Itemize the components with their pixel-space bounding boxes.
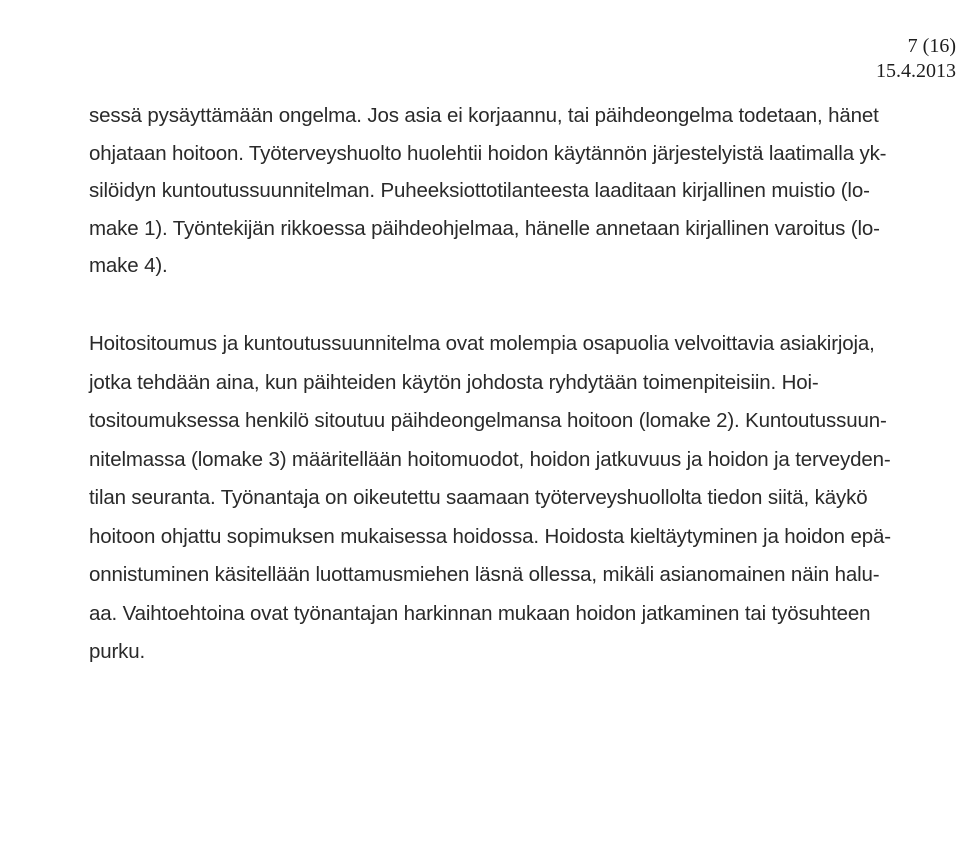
text-line: make 4).	[89, 254, 168, 277]
text-line: nitelmassa (lomake 3) määritellään hoitomuodot, hoidon jatkuvuus ja hoidon ja terveyden-	[89, 447, 891, 471]
paragraph-2	[89, 325, 955, 672]
text-line: tilan seuranta. Työnantaja on oikeutettu saamaan työterveyshuollolta tiedon siitä, käykö	[89, 486, 868, 509]
text-line: make 1). Työntekijän rikkoessa päihdeohjelmaa, hänelle annetaan kirjallinen varoitus (lo-	[89, 216, 880, 240]
text-line: sessä pysäyttämään ongelma. Jos asia ei korjaannu, tai päihdeongelma todetaan, hänet	[89, 104, 879, 127]
paragraph-1	[89, 97, 955, 285]
text-line: aa. Vaihtoehtoina ovat työnantajan harkinnan mukaan hoidon jatkaminen tai työsuhteen	[89, 601, 871, 625]
text-line: hoitoon ohjattu sopimuksen mukaisessa hoidossa. Hoidosta kieltäytyminen ja hoidon epä-	[89, 524, 891, 548]
text-line: jotka tehdään aina, kun päihteiden käytön johdosta ryhdytään toimenpiteisiin. Hoi-	[89, 370, 819, 394]
page-header	[876, 34, 956, 84]
text-line: silöidyn kuntoutussuunnitelman. Puheeksiottotilanteesta laaditaan kirjallinen muistio (lo-	[89, 179, 870, 202]
text-line: tositoumuksessa henkilö sitoutuu päihdeongelmansa hoitoon (lomake 2). Kuntoutussuun-	[89, 409, 887, 432]
text-line: onnistuminen käsitellään luottamusmiehen läsnä ollessa, mikäli asianomainen näin halu-	[89, 563, 880, 586]
page-date: 15.4.2013	[876, 60, 956, 82]
text-line: purku.	[89, 640, 146, 663]
page-number: 7 (16)	[907, 35, 956, 57]
text-line: Hoitositoumus ja kuntoutussuunnitelma ovat molempia osapuolia velvoittavia asiakirjoja,	[89, 332, 875, 355]
text-line: ohjataan hoitoon. Työterveyshuolto huolehtii hoidon käytännön järjestelyistä laatimalla yk-	[89, 141, 887, 165]
